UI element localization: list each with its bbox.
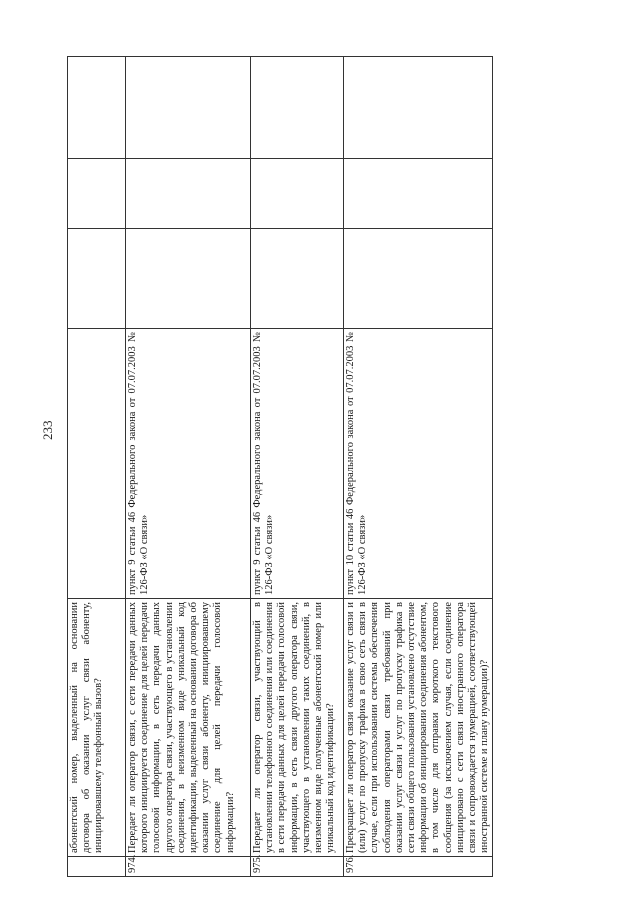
row-number-cell <box>68 857 126 877</box>
empty-cell <box>68 229 126 329</box>
empty-cell <box>68 159 126 229</box>
reference-text: пункт 9 статьи 46 Федерального закона от 07.07.2003 № 126-ФЗ «О связи» <box>252 332 276 595</box>
reference-text: пункт 10 статьи 46 Федерального закона от 07.07.2003 № 126-ФЗ «О связи» <box>345 332 369 595</box>
reference-text: пункт 9 статьи 46 Федерального закона от 07.07.2003 № 126-ФЗ «О связи» <box>127 332 151 595</box>
reference-cell <box>344 329 493 599</box>
empty-cell <box>126 229 251 329</box>
question-text: абонентский номер, выделенный на основании договора об оказании услуг связи абоненту, инициировавшему телефонный вызов? <box>69 602 105 853</box>
reference-cell <box>251 329 344 599</box>
page-number: 233 <box>40 420 55 440</box>
requirements-table-sheet <box>67 57 491 877</box>
question-cell <box>68 599 126 857</box>
reference-cell <box>68 329 126 599</box>
reference-cell <box>126 329 251 599</box>
empty-cell <box>251 57 344 159</box>
question-text: Передает ли оператор связи, с сети передачи данных которого инициируется соединение для целей передачи голосовой информации, в сеть передачи данных другого оператора связи, участвующего в установлении соединения, в неизменном виде уникальный код идентификации, выделенный на основании договора об оказании услуг связи абоненту, инициировавшему соединение для целей передачи голосовой информации? <box>127 602 236 853</box>
row-number-cell: 975. <box>251 857 344 877</box>
empty-cell <box>126 57 251 159</box>
question-text: Прекращает ли оператор связи оказание услуг связи и (или) услуг по пропуску трафика в свою сеть связи в случае, если при использовании системы обеспечения соблюдения операторами связи требований при оказании услуг связи и услуг по пропуску трафика в сети связи общего пользования установлено отсутствие информации об инициировании соединения абонентом, в том числе для отправки короткого текстового сообщения (за исключением случая, если соединение инициировано с сети связи иностранного оператора связи и сопровождается нумерацией, соответствующей иностранной системе и плану нумерации)? <box>345 602 491 853</box>
empty-cell <box>68 57 126 159</box>
table-row <box>126 57 251 877</box>
empty-cell <box>126 159 251 229</box>
table-row <box>344 57 493 877</box>
requirements-table <box>67 56 493 877</box>
empty-cell <box>251 159 344 229</box>
question-cell <box>344 599 493 857</box>
table-row <box>251 57 344 877</box>
question-cell <box>126 599 251 857</box>
empty-cell <box>251 229 344 329</box>
row-number-cell: 974. <box>126 857 251 877</box>
row-number-cell: 976. <box>344 857 493 877</box>
table-row <box>68 57 126 877</box>
empty-cell <box>344 229 493 329</box>
question-cell <box>251 599 344 857</box>
empty-cell <box>344 57 493 159</box>
question-text: Передает ли оператор связи, участвующий в установлении телефонного соединения или соединения в сети передачи данных для целей передачи голосовой информации, в сеть связи другого оператора связи, участвующего в установлении таких соединений, в неизменном виде полученные абонентский номер или уникальный код идентификации? <box>252 602 337 853</box>
empty-cell <box>344 159 493 229</box>
